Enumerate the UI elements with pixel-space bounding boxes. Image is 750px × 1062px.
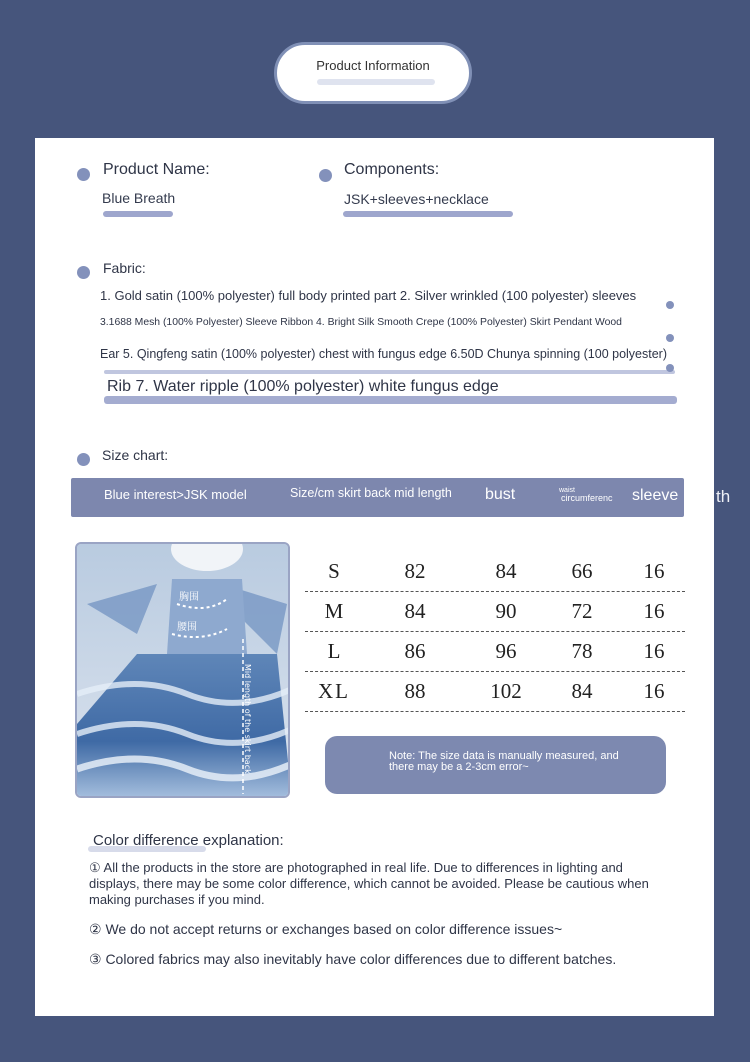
header-waist-small: waist: [559, 487, 575, 494]
fabric-line-2: 3.1688 Mesh (100% Polyester) Sleeve Ribbon 4. Bright Silk Smooth Crepe (100% Polyester) Skirt Pendant Wood: [100, 317, 622, 328]
size-cell: M: [324, 599, 344, 623]
decorative-dot-icon: [666, 301, 674, 309]
decorative-dot-icon: [666, 364, 674, 372]
size-cell: 16: [643, 599, 665, 623]
product-name-value: Blue Breath: [102, 190, 176, 206]
banner-underline: [317, 79, 435, 85]
size-cell: 82: [404, 559, 426, 583]
size-note-text: Note: The size data is manually measured, and there may be a 2-3cm error~: [389, 750, 619, 773]
bullet-icon: [77, 453, 90, 466]
size-cell: 16: [643, 559, 665, 583]
highlight-underline: [103, 211, 173, 217]
size-row: [305, 631, 685, 672]
dress-illustration: [77, 544, 290, 798]
color-difference-title: Color difference explanation:: [93, 832, 284, 849]
product-information-banner: [274, 42, 472, 104]
size-row: [305, 551, 685, 592]
size-cell: S: [328, 559, 340, 583]
components-value: JSK+sleeves+necklace: [344, 191, 489, 207]
photo-label-mid-length: Mid length of the skirt back: [243, 664, 252, 774]
size-cell: 84: [495, 559, 517, 583]
size-cell: 96: [495, 639, 517, 663]
fabric-underline: [104, 396, 677, 404]
size-chart-label: Size chart:: [102, 447, 169, 463]
fabric-line-4: Rib 7. Water ripple (100% polyester) white fungus edge: [107, 378, 499, 395]
size-cell: XL: [318, 679, 350, 703]
fabric-label: Fabric:: [103, 260, 146, 276]
bullet-icon: [319, 169, 332, 182]
photo-label-waist: 腰围: [177, 622, 197, 633]
size-note: [325, 736, 666, 794]
header-skirt-length: Size/cm skirt back mid length: [290, 486, 452, 500]
components-label: Components:: [344, 161, 440, 178]
size-row: [305, 671, 685, 712]
fabric-line-1: 1. Gold satin (100% polyester) full body printed part 2. Silver wrinkled (100 polyester) sleeves: [100, 288, 637, 303]
banner-title: Product Information: [316, 58, 430, 73]
header-model: Blue interest>JSK model: [104, 487, 247, 502]
size-cell: L: [327, 639, 341, 663]
color-difference-item-2: ② We do not accept returns or exchanges based on color difference issues~: [89, 921, 563, 937]
dress-size-photo: [75, 542, 290, 798]
size-cell: 88: [404, 679, 426, 703]
fabric-line-3: Ear 5. Qingfeng satin (100% polyester) chest with fungus edge 6.50D Chunya spinning (100 polyester): [100, 347, 667, 361]
fabric-underline: [104, 370, 675, 374]
size-cell: 16: [643, 679, 665, 703]
decorative-dot-icon: [666, 334, 674, 342]
size-cell: 90: [495, 599, 517, 623]
photo-label-bust: 胸围: [179, 592, 199, 603]
size-cell: 84: [404, 599, 426, 623]
size-cell: 72: [571, 599, 593, 623]
bullet-icon: [77, 266, 90, 279]
color-difference-item-3: ③ Colored fabrics may also inevitably have color differences due to different batches.: [89, 951, 617, 967]
header-bust: bust: [485, 486, 516, 503]
size-row: [305, 591, 685, 632]
highlight-underline: [343, 211, 513, 217]
product-name-label: Product Name:: [103, 161, 210, 178]
color-difference-item-1: ① All the products in the store are photographed in real life. Due to differences in lighting and displays, there may be some color difference, which cannot be avoided. Please be cautious when making purchases if you mind.: [89, 860, 649, 907]
size-chart-header: [71, 478, 684, 517]
size-cell: 84: [571, 679, 593, 703]
size-cell: 66: [571, 559, 593, 583]
header-overflow-text: th: [716, 487, 731, 506]
size-cell: 16: [643, 639, 665, 663]
bullet-icon: [77, 168, 90, 181]
header-sleeve: sleeve: [632, 487, 679, 504]
header-waist: circumferenc: [561, 493, 613, 503]
size-cell: 78: [571, 639, 593, 663]
size-cell: 86: [404, 639, 426, 663]
size-cell: 102: [490, 679, 522, 703]
